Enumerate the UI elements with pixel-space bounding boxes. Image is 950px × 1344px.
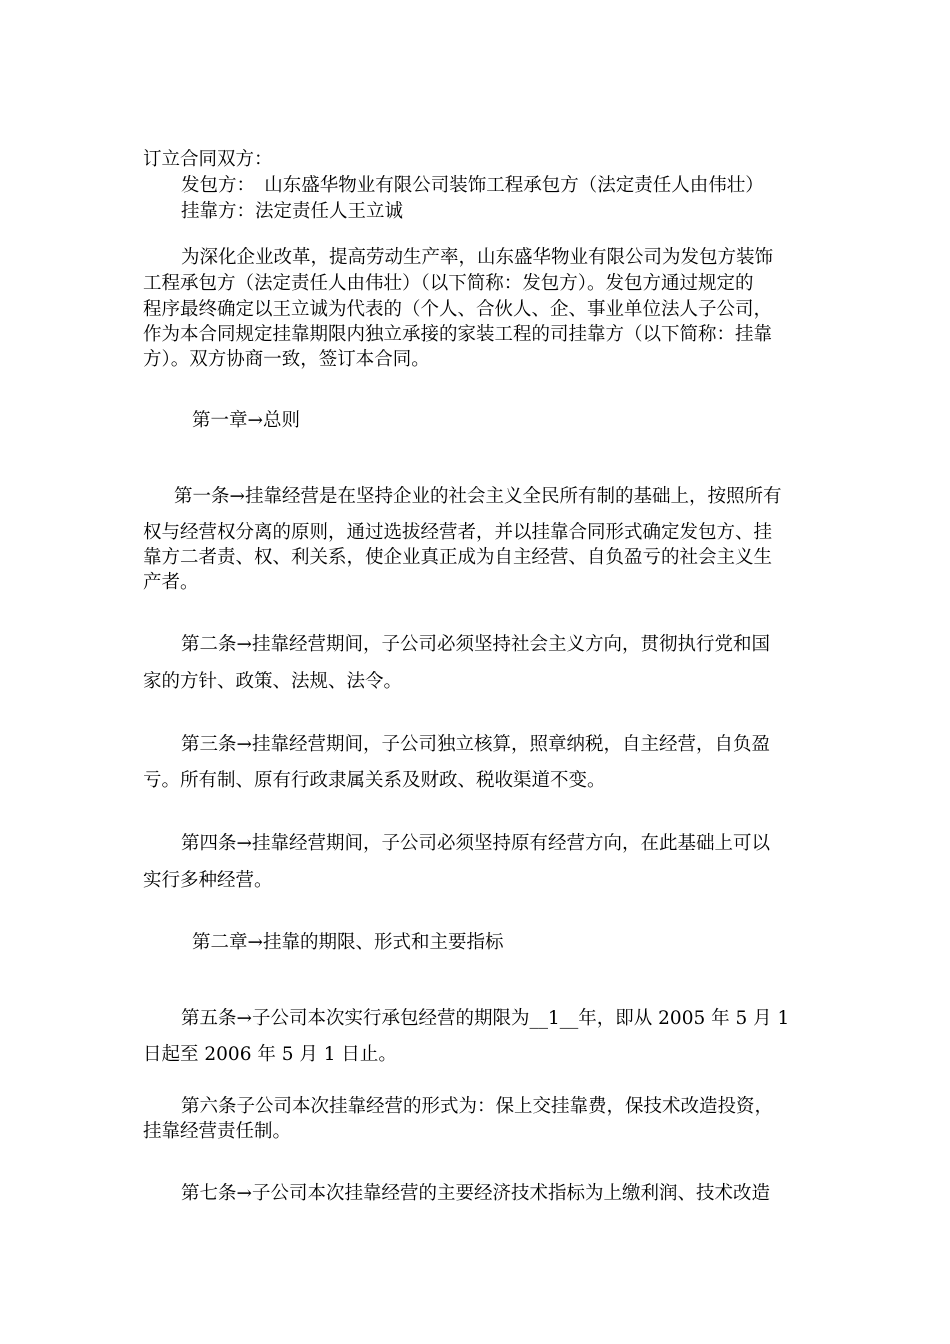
article-1-line: 第一条→挂靠经营是在坚持企业的社会主义全民所有制的基础上，按照所有	[174, 486, 782, 507]
article-6-line: 挂靠经营责任制。	[143, 1121, 292, 1142]
article-4-line: 实行多种经营。	[143, 870, 273, 891]
article-5-line: 第五条→子公司本次实行承包经营的期限为__1__年，即从 2005 年 5 月 1	[181, 1008, 790, 1029]
article-3-line: 第三条→挂靠经营期间，子公司独立核算，照章纳税，自主经营，自负盈	[181, 734, 771, 755]
parties-label: 订立合同双方：	[143, 149, 273, 170]
preamble-line: 工程承包方（法定责任人由伟壮）（以下简称：发包方）。发包方通过规定的	[143, 273, 754, 294]
article-2-line: 家的方针、政策、法规、法令。	[143, 671, 403, 692]
chapter-1-title: 第一章→总则	[192, 410, 301, 431]
affiliate-line: 挂靠方：法定责任人王立诚	[181, 201, 404, 222]
article-3-line: 亏。所有制、原有行政隶属关系及财政、税收渠道不变。	[143, 770, 606, 791]
article-1-line: 靠方二者责、权、利关系，使企业真正成为自主经营、自负盈亏的社会主义生	[143, 547, 773, 568]
employer-line: 发包方： 山东盛华物业有限公司装饰工程承包方（法定责任人由伟壮）	[181, 175, 764, 196]
article-1-line: 产者。	[143, 572, 199, 593]
preamble-line: 方）。双方协商一致，签订本合同。	[143, 349, 430, 370]
preamble-line: 为深化企业改革，提高劳动生产率，山东盛华物业有限公司为发包方装饰	[181, 247, 774, 268]
preamble-line: 程序最终确定以王立诚为代表的（个人、合伙人、企、事业单位法人子公司，	[143, 299, 773, 320]
article-1-line: 权与经营权分离的原则，通过选拔经营者，并以挂靠合同形式确定发包方、挂	[143, 522, 773, 543]
article-6-line: 第六条子公司本次挂靠经营的形式为：保上交挂靠费，保技术改造投资，	[181, 1096, 774, 1117]
chapter-2-title: 第二章→挂靠的期限、形式和主要指标	[192, 932, 504, 953]
article-4-line: 第四条→挂靠经营期间，子公司必须坚持原有经营方向，在此基础上可以	[181, 833, 771, 854]
article-5-line: 日起至 2006 年 5 月 1 日止。	[143, 1044, 397, 1065]
preamble-line: 作为本合同规定挂靠期限内独立承接的家装工程的司挂靠方（以下简称：挂靠	[143, 324, 773, 345]
article-7-line: 第七条→子公司本次挂靠经营的主要经济技术指标为上缴利润、技术改造	[181, 1183, 771, 1204]
article-2-line: 第二条→挂靠经营期间，子公司必须坚持社会主义方向，贯彻执行党和国	[181, 634, 771, 655]
